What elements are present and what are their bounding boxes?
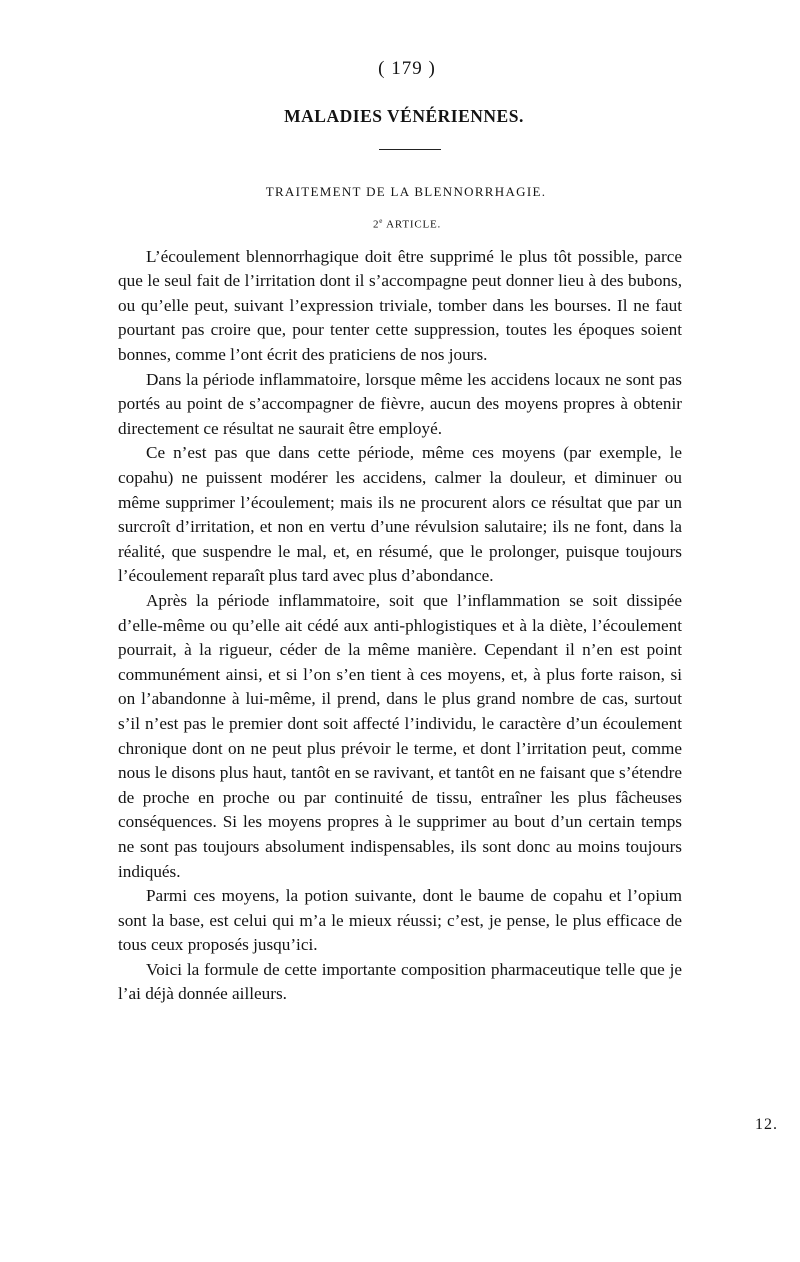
article-number: 2 xyxy=(372,218,380,231)
article-label: ARTICLE. xyxy=(386,218,442,231)
body-text xyxy=(118,245,682,1007)
article-heading xyxy=(132,217,682,231)
paragraph: Voici la formule de cette importante composition pharmaceutique telle que je l’ai déjà donnée ailleurs. xyxy=(118,959,682,1004)
section-title: MALADIES VÉNÉRIENNES. xyxy=(284,106,524,126)
paragraph: Après la période inflammatoire, soit que l’inflammation se soit dissipée d’elle-même ou qu’elle ait cédé aux anti-phlogistiques et à la diète, l’écoulement pourrait, à la rigueur, céder de la même manière. Cependant il n’en est point communément ainsi, et si l’on s’en tient à ces moyens, et, à plus forte raison, si on l’abandonne à lui-même, il prend, dans le plus grand nombre de cas, surtout s’il n’est pas le premier dont soit affecté l’individu, le caractère d’un écoulement chronique dont on ne peut plus prévoir le terme, et dont l’irritation peut, comme nous le disons plus haut, tantôt en se ravivant, et tantôt en ne faisant que s’étendre de proche en proche ou par continuité de tissu, entraîner les plus fâcheuses conséquences. Si les moyens propres à le supprimer au bout d’un certain temps ne sont pas toujours absolument indispensables, ils sont donc au moins toujours indiqués. xyxy=(118,590,682,881)
page-number: ( 179 ) xyxy=(378,58,436,79)
article-number-suffix: e xyxy=(379,217,384,225)
paragraph: L’écoulement blennorrhagique doit être supprimé le plus tôt possible, parce que le seul fait de l’irritation dont il s’accompagne peut donner lieu à des bubons, ou qu’elle peut, suivant l’expression triviale, tomber dans les bourses. Il ne faut pourtant pas croire que, pour tenter cette suppression, toutes les époques soient bonnes, comme l’ont écrit des praticiens de nos jours. xyxy=(118,246,682,365)
signature-mark: 12. xyxy=(755,1116,778,1133)
paragraph: Parmi ces moyens, la potion suivante, dont le baume de copahu et l’opium sont la base, est celui qui m’a le mieux réussi; c’est, je pense, le plus efficace de tous ceux proposés jusqu’ici. xyxy=(118,886,682,955)
paragraph: Ce n’est pas que dans cette période, même ces moyens (par exemple, le copahu) ne puissent modérer les accidens, calmer la douleur, et diminuer ou même supprimer l’écoulement; mais ils ne procurent alors ce résultat que par un surcroît d’irritation, et non en vertu d’une révulsion salutaire; ils ne font, dans la réalité, que suspendre le mal, et, en résumé, que le prolonger, puisque toujours l’écoulement reparaît plus tard avec plus d’abondance. xyxy=(118,443,682,586)
paragraph: Dans la période inflammatoire, lorsque même les accidens locaux ne sont pas portés au point de s’accompagner de fièvre, aucun des moyens propres à obtenir directement ce résultat ne saurait être employé. xyxy=(118,369,682,438)
title-rule xyxy=(379,149,441,150)
subtitle: TRAITEMENT DE LA BLENNORRHAGIE. xyxy=(265,184,547,199)
page xyxy=(118,58,682,1007)
